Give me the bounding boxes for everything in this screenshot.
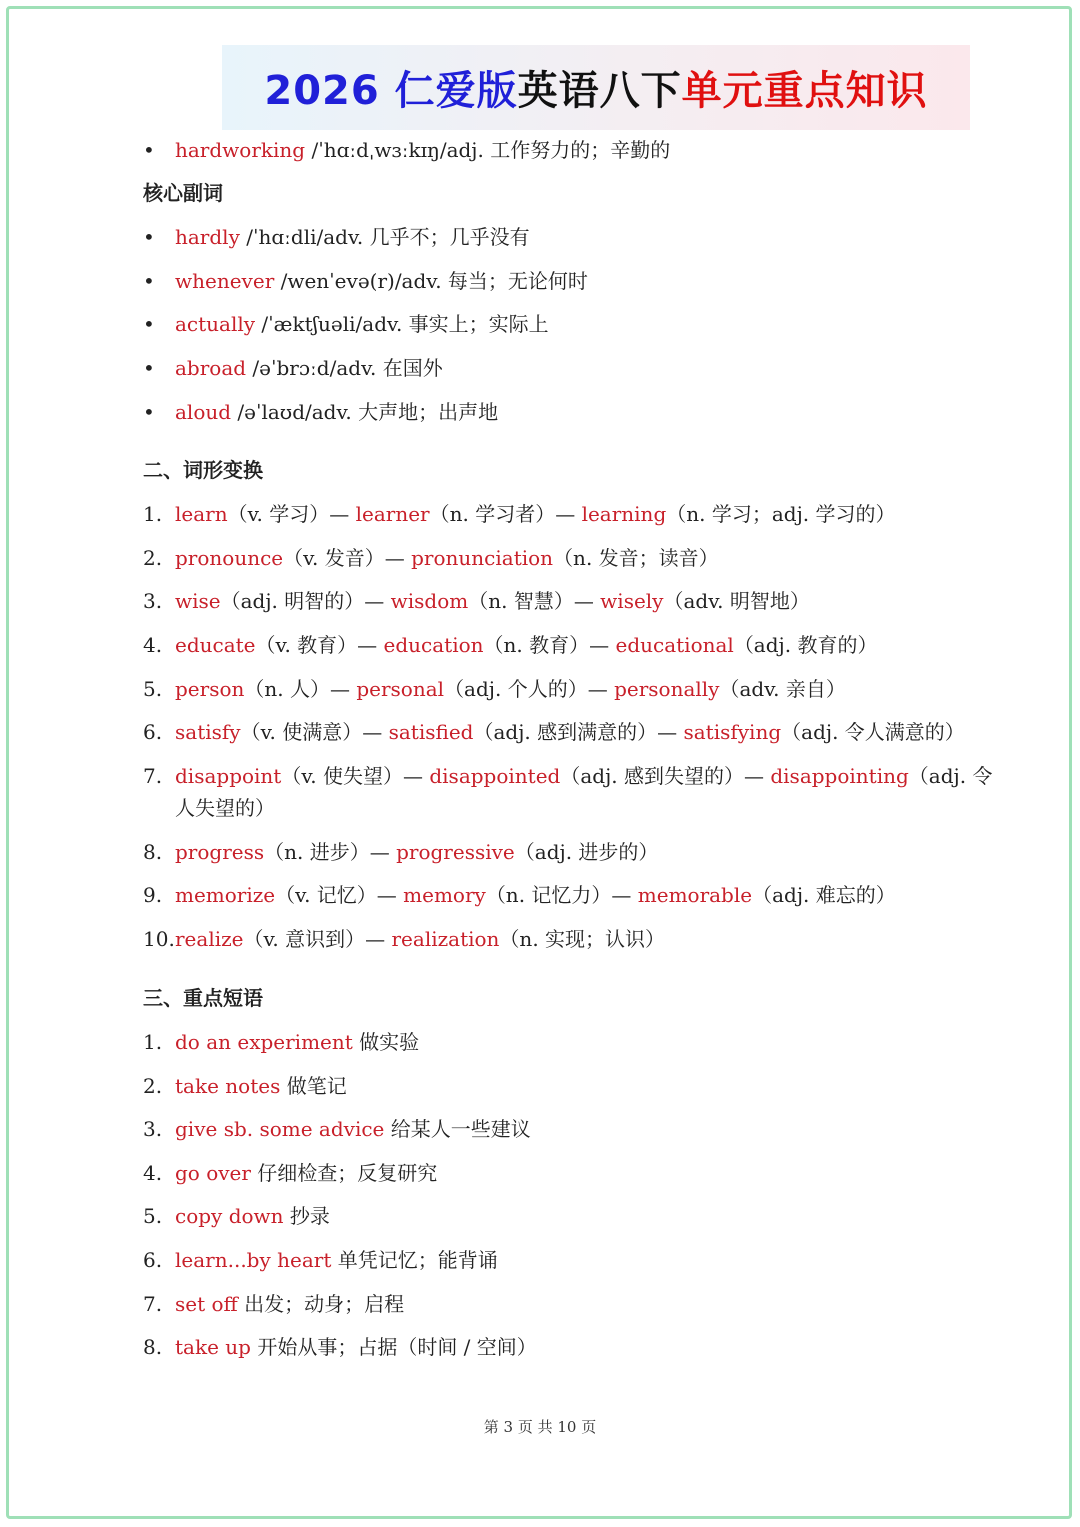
definition: 仔细检查；反复研究: [250, 1161, 438, 1185]
keyword: disappointed: [429, 764, 561, 788]
keyword: hardly: [175, 225, 240, 249]
definition: （adj. 感到失望的）—: [560, 764, 771, 788]
list-item: [143, 265, 980, 297]
list-item: [143, 1244, 980, 1276]
list-item: [143, 1200, 980, 1232]
keyword: memory: [403, 883, 486, 907]
list-item: [143, 498, 980, 530]
keyword: learner: [355, 502, 430, 526]
definition: （adj. 感到满意的）—: [473, 720, 684, 744]
definition: （adj. 令: [908, 764, 993, 788]
keyword: give sb. some advice: [175, 1117, 385, 1141]
definition: （n. 教育）—: [483, 633, 616, 657]
item-number: 10.: [143, 927, 175, 951]
list-item-continuation: 人失望的）: [175, 796, 275, 820]
definition: 给某人一些建议: [384, 1117, 531, 1141]
bullet-icon: •: [143, 400, 155, 424]
keyword: take notes: [175, 1074, 281, 1098]
section-heading: 三、重点短语: [143, 986, 263, 1010]
definition: （adj. 难忘的）: [752, 883, 896, 907]
keyword: progress: [175, 840, 265, 864]
definition: （v. 意识到）—: [243, 927, 392, 951]
keyword: satisfied: [388, 720, 474, 744]
item-number: 6.: [143, 1248, 163, 1272]
banner-part1: 2026 仁爱版: [264, 68, 518, 114]
item-number: 8.: [143, 840, 163, 864]
keyword: wise: [175, 589, 221, 613]
keyword: satisfying: [683, 720, 782, 744]
list-item: [143, 1026, 980, 1058]
list-item: [143, 352, 980, 384]
list-item: [143, 1070, 980, 1102]
definition: （n. 实现；认识）: [499, 927, 666, 951]
definition: （n. 进步）—: [264, 840, 397, 864]
definition: /ˈhɑːdli/adv. 几乎不；几乎没有: [239, 225, 530, 249]
list-item: [143, 134, 980, 166]
keyword: hardworking: [175, 138, 306, 162]
item-number: 5.: [143, 677, 163, 701]
list-item: [143, 629, 980, 661]
banner-part3: 单元重点知识: [681, 68, 928, 114]
keyword: personal: [356, 677, 445, 701]
keyword: realization: [391, 927, 500, 951]
definition: （v. 使失望）—: [281, 764, 430, 788]
item-number: 1.: [143, 1030, 163, 1054]
list-item: [143, 585, 980, 617]
section-heading: 核心副词: [143, 181, 223, 205]
list-item: [143, 923, 980, 955]
definition: 做笔记: [280, 1074, 347, 1098]
definition: （adj. 个人的）—: [444, 677, 615, 701]
keyword: copy down: [175, 1204, 284, 1228]
keyword: actually: [175, 312, 256, 336]
keyword: pronunciation: [411, 546, 554, 570]
item-number: 1.: [143, 502, 163, 526]
list-item: [143, 542, 980, 574]
item-number: 8.: [143, 1335, 163, 1359]
definition: （v. 教育）—: [255, 633, 384, 657]
definition: （n. 发音；读音）: [553, 546, 719, 570]
definition: （n. 智慧）—: [468, 589, 601, 613]
keyword: realize: [175, 927, 244, 951]
keyword: memorable: [637, 883, 753, 907]
bullet-icon: •: [143, 269, 155, 293]
definition: （n. 学习；adj. 学习的）: [666, 502, 896, 526]
list-item: [143, 308, 980, 340]
item-number: 9.: [143, 883, 163, 907]
keyword: set off: [175, 1292, 238, 1316]
list-item: [143, 396, 980, 428]
definition: （v. 学习）—: [227, 502, 356, 526]
list-item: [143, 1157, 980, 1189]
keyword: disappoint: [175, 764, 282, 788]
keyword: wisely: [600, 589, 664, 613]
keyword: do an experiment: [175, 1030, 353, 1054]
list-item: [143, 1288, 980, 1320]
banner-part2: 英语八下: [517, 68, 682, 114]
keyword: satisfy: [175, 720, 241, 744]
section-heading: 二、词形变换: [143, 458, 263, 482]
keyword: educational: [615, 633, 734, 657]
item-number: 4.: [143, 1161, 163, 1185]
keyword: personally: [614, 677, 720, 701]
definition: 抄录: [283, 1204, 330, 1228]
item-number: 6.: [143, 720, 163, 744]
keyword: educate: [175, 633, 256, 657]
item-number: 2.: [143, 1074, 163, 1098]
keyword: pronounce: [175, 546, 284, 570]
keyword: memorize: [175, 883, 276, 907]
definition: （v. 记忆）—: [275, 883, 404, 907]
definition: （adj. 教育的）: [733, 633, 878, 657]
definition: /əˈlaʊd/adv. 大声地；出声地: [231, 400, 499, 424]
item-number: 7.: [143, 1292, 163, 1316]
bullet-icon: •: [143, 138, 155, 162]
keyword: take up: [175, 1335, 251, 1359]
definition: （adj. 明智的）—: [220, 589, 391, 613]
list-item: [143, 716, 980, 748]
keyword: abroad: [175, 356, 247, 380]
list-item: [143, 760, 993, 792]
item-number: 2.: [143, 546, 163, 570]
list-item: [143, 673, 980, 705]
definition: 做实验: [352, 1030, 420, 1054]
item-number: 4.: [143, 633, 163, 657]
bullet-icon: •: [143, 312, 155, 336]
item-number: 3.: [143, 1117, 163, 1141]
list-item: [143, 1331, 980, 1363]
page-footer: 第 3 页 共 10 页: [483, 1418, 597, 1436]
definition: /ˈhɑːdˌwɜːkɪŋ/adj. 工作努力的；辛勤的: [305, 138, 671, 162]
bullet-icon: •: [143, 356, 155, 380]
keyword: learning: [581, 502, 667, 526]
list-item: [143, 221, 980, 253]
item-number: 3.: [143, 589, 163, 613]
keyword: learn...by heart: [175, 1248, 332, 1272]
item-number: 7.: [143, 764, 163, 788]
keyword: whenever: [175, 269, 275, 293]
definition: （adv. 明智地）: [663, 589, 810, 613]
definition: 单凭记忆；能背诵: [331, 1248, 498, 1272]
definition: （n. 人）—: [244, 677, 357, 701]
list-item: [143, 879, 980, 911]
definition: （v. 发音）—: [283, 546, 412, 570]
definition: /əˈbrɔːd/adv. 在国外: [246, 356, 443, 380]
bullet-icon: •: [143, 225, 155, 249]
definition: （adj. 进步的）: [514, 840, 659, 864]
list-item: [143, 836, 980, 868]
keyword: person: [175, 677, 245, 701]
definition: （n. 记忆力）—: [485, 883, 638, 907]
definition: /ˈæktʃuəli/adv. 事实上；实际上: [255, 312, 549, 336]
keyword: education: [383, 633, 484, 657]
definition: （adv. 亲自）: [719, 677, 846, 701]
keyword: wisdom: [390, 589, 469, 613]
definition: 开始从事；占据（时间 / 空间）: [250, 1335, 537, 1359]
keyword: disappointing: [770, 764, 909, 788]
definition: （v. 使满意）—: [240, 720, 389, 744]
list-item: [143, 1113, 980, 1145]
item-number: 5.: [143, 1204, 163, 1228]
definition: （adj. 令人满意的）: [781, 720, 965, 744]
definition: 出发；动身；启程: [237, 1292, 405, 1316]
keyword: aloud: [175, 400, 232, 424]
keyword: learn: [175, 502, 228, 526]
keyword: go over: [175, 1161, 251, 1185]
definition: /wenˈevə(r)/adv. 每当；无论何时: [274, 269, 588, 293]
title-banner: [222, 45, 970, 130]
definition: （n. 学习者）—: [429, 502, 582, 526]
keyword: progressive: [396, 840, 515, 864]
